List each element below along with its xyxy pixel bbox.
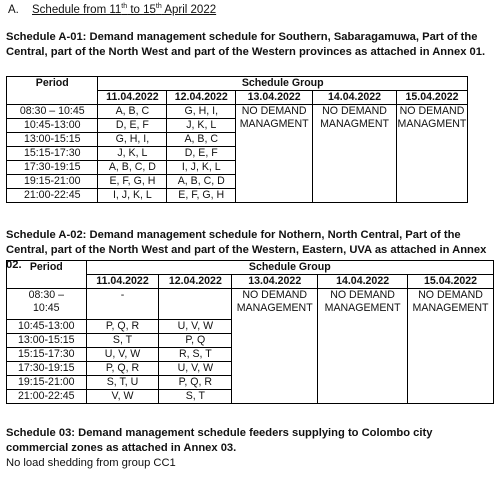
group-cell: S, T — [86, 334, 159, 348]
group-cell: A, B, C, D — [167, 175, 236, 189]
group-cell: A, B, C — [167, 133, 236, 147]
group-cell: I, J, K, L — [167, 161, 236, 175]
group-cell: P, Q, R — [159, 376, 232, 390]
period-cell: 10:45-13:00 — [7, 119, 98, 133]
date-header: 12.04.2022 — [159, 275, 232, 289]
period-cell: 13:00-15:15 — [7, 133, 98, 147]
period-cell: 15:15-17:30 — [7, 147, 98, 161]
schedule-a01-title: Schedule A-01: Demand management schedule for Southern, Sabaragamuwa, Part of the Central, part of the North West and part of the Western provinces as attached in Annex 01. — [6, 31, 486, 58]
group-cell — [159, 289, 232, 320]
no-demand-cell: NO DEMAND MANAGMENT — [396, 105, 467, 203]
no-demand-cell: NO DEMAND MANAGEMENT — [318, 289, 408, 404]
group-cell: S, T, U — [86, 376, 159, 390]
section-heading — [6, 0, 216, 17]
period-header: Period — [7, 77, 98, 105]
period-cell: 19:15-21:00 — [7, 376, 87, 390]
group-cell: P, Q, R — [86, 362, 159, 376]
date-header: 13.04.2022 — [232, 275, 318, 289]
group-cell: R, S, T — [159, 348, 232, 362]
no-demand-cell: NO DEMAND MANAGMENT — [236, 105, 313, 203]
no-demand-cell: NO DEMAND MANAGEMENT — [408, 289, 494, 404]
period-cell: 08:30 – 10:45 — [7, 105, 98, 119]
table-row — [7, 289, 494, 320]
period-cell: 19:15-21:00 — [7, 175, 98, 189]
date-header: 11.04.2022 — [98, 91, 167, 105]
date-header: 15.04.2022 — [408, 275, 494, 289]
period-cell: 13:00-15:15 — [7, 334, 87, 348]
group-cell: J, K, L — [167, 119, 236, 133]
date-header: 13.04.2022 — [236, 91, 313, 105]
schedule-group-header: Schedule Group — [98, 77, 468, 91]
period-cell: 21:00-22:45 — [7, 390, 87, 404]
schedule-a01-table — [6, 76, 468, 203]
group-cell: P, Q, R — [86, 320, 159, 334]
section-title: Schedule from 11th to 15th April 2022 — [32, 3, 217, 16]
group-cell: A, B, C — [98, 105, 167, 119]
group-cell: S, T — [159, 390, 232, 404]
table-row — [7, 105, 468, 119]
group-cell: P, Q — [159, 334, 232, 348]
table-header-row — [7, 261, 494, 275]
schedule-a02-title: Schedule A-02: Demand management schedule for Nothern, North Central, Part of the Central, part of the North West and part of the Western, Eastern, UVA as attached in Annex 02. — [6, 229, 487, 271]
period-cell: 21:00-22:45 — [7, 189, 98, 203]
schedule-a02-table — [6, 260, 494, 404]
group-cell: I, J, K, L — [98, 189, 167, 203]
schedule-group-header: Schedule Group — [86, 261, 493, 275]
period-header: Period — [7, 261, 87, 289]
period-cell: 17:30-19:15 — [7, 362, 87, 376]
no-demand-cell: NO DEMAND MANAGMENT — [313, 105, 397, 203]
schedule-03-title: Schedule 03: Demand management schedule feeders supplying to Colombo city commercial zones as attached in Annex 03. — [6, 427, 433, 454]
date-header: 11.04.2022 — [86, 275, 159, 289]
date-header: 15.04.2022 — [396, 91, 467, 105]
date-header: 14.04.2022 — [313, 91, 397, 105]
period-cell: 15:15-17:30 — [7, 348, 87, 362]
schedule-03-note: No load shedding from group CC1 — [6, 457, 176, 469]
group-cell: E, F, G, H — [167, 189, 236, 203]
group-cell: G, H, I, — [167, 105, 236, 119]
group-cell: U, V, W — [86, 348, 159, 362]
no-demand-cell: NO DEMAND MANAGEMENT — [232, 289, 318, 404]
group-cell: - — [86, 289, 159, 320]
period-cell: 10:45-13:00 — [7, 320, 87, 334]
group-cell: V, W — [86, 390, 159, 404]
group-cell: A, B, C, D — [98, 161, 167, 175]
group-cell: E, F, G, H — [98, 175, 167, 189]
section-marker: A. — [8, 3, 19, 16]
group-cell: U, V, W — [159, 320, 232, 334]
group-cell: U, V, W — [159, 362, 232, 376]
period-cell: 08:30 – 10:45 — [7, 289, 87, 320]
group-cell: D, E, F — [167, 147, 236, 161]
group-cell: G, H, I, — [98, 133, 167, 147]
group-cell: J, K, L — [98, 147, 167, 161]
table-header-row — [7, 77, 468, 91]
group-cell: D, E, F — [98, 119, 167, 133]
period-cell: 17:30-19:15 — [7, 161, 98, 175]
date-header: 12.04.2022 — [167, 91, 236, 105]
date-header: 14.04.2022 — [318, 275, 408, 289]
